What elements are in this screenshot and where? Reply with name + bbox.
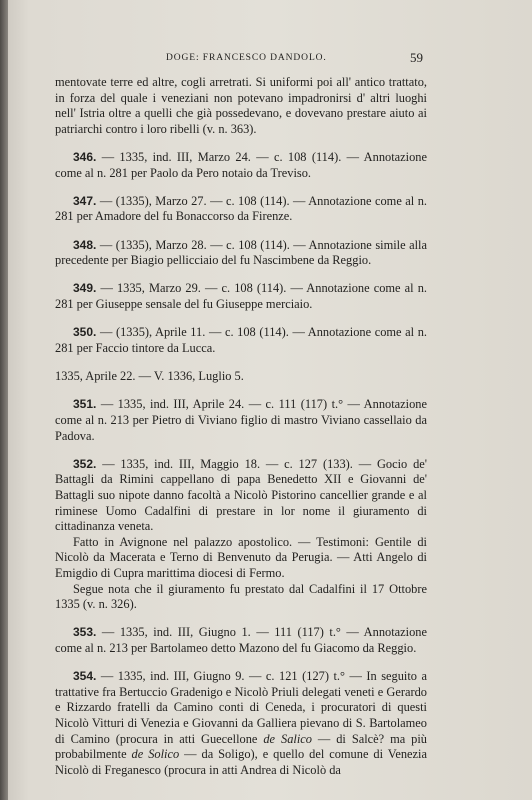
running-head: DOGE: FRANCESCO DANDOLO. (166, 53, 327, 63)
entry-text: — 1335, ind. III, Maggio 18. — c. 127 (133). — Gocio de' Battagli da Rimini cappellano di papa Benedetto XII e Giovanni de' Battagli suo nipote danno facoltà a Nicolò Pistorino cancellier grande e al riminese Uomo Cadalfini di prestare in lor nome il giuramento di cittadinanza veneta. (55, 456, 427, 534)
paragraph: Segue nota che il giuramento fu prestato dal Cadalfini il 17 Ottobre 1335 (v. n. 326). (55, 581, 427, 612)
entry-number: 350. (73, 325, 97, 340)
register-entry (55, 625, 427, 656)
register-entry (55, 669, 427, 778)
entry-text: — da Soligo), e quello del comune di Venezia Nicolò di Freganesco (procura in atti Andrea di Nicolò da (55, 747, 428, 777)
body-text (55, 75, 427, 778)
entry-number: 352. (73, 456, 97, 471)
entry-text: — 1335, ind. III, Giugno 9. — c. 121 (127) t.° — In seguito a trattative fra Bertuccio Gradenigo e Nicolò Priuli delegati veneti e Gerardo e Rizzardo fratelli da Camino conti di Ceneda, i procuratori di questi Nicolò Vitturi di Venezia e Giovanni da Galliera pievano di S. Bartolameo di Camino (procura in atti Guecellone (55, 669, 427, 746)
entry-text: — (1335), Marzo 27. — c. 108 (114). — Annotazione come al n. 281 per Amadore del fu Bonaccorso da Firenze. (55, 193, 427, 224)
entry-text: — 1335, ind. III, Aprile 24. — c. 111 (117) t.° — Annotazione come al n. 213 per Pietro di Viviano figlio di mastro Viviano cassellaio da Padova. (55, 397, 427, 443)
paragraph: mentovate terre ed altre, cogli arretrati. Si uniformi poi all' antico trattato, in forza del quale i veneziani non potevano impadronirsi d' altri luoghi nell' Istria oltre a quelli che già possedevano, e dovevano prestare aiuto ai patriarchi contro i loro ribelli (v. n. 363). (55, 75, 427, 136)
register-entry (55, 457, 427, 535)
entry-text: — (1335), Marzo 28. — c. 108 (114). — Annotazione simile alla precedente per Biagio pellicciaio del fu Nascimbene da Reggio. (55, 237, 427, 268)
paragraph: Fatto in Avignone nel palazzo apostolico. — Testimoni: Gentile di Nicolò da Macerata e Terno di Benvenuto da Perugia. — Atti Angelo di Emigdio di Cupra marittima diocesi di Fermo. (55, 534, 427, 580)
entry-text: — 1335, Marzo 29. — c. 108 (114). — Annotazione come al n. 281 per Giuseppe sensale del fu Giuseppe merciaio. (55, 281, 427, 311)
italic-term: de Solico (131, 747, 180, 762)
entry-text: — 1335, ind. III, Marzo 24. — c. 108 (114). — Annotazione come al n. 281 per Paolo da Pero notaio da Treviso. (55, 149, 427, 180)
page-number: 59 (410, 50, 423, 65)
date-reference: 1335, Aprile 22. — V. 1336, Luglio 5. (55, 369, 244, 384)
register-entry (55, 397, 427, 444)
entry-number: 349. (73, 281, 97, 296)
entry-number: 354. (73, 669, 97, 684)
register-entry (55, 150, 427, 181)
book-gutter (0, 0, 8, 800)
register-entry (55, 281, 427, 312)
entry-text: — di Salcè? ma più probabilmente (55, 731, 427, 762)
entry-number: 347. (73, 193, 97, 208)
entry-number: 346. (73, 149, 97, 164)
entry-number: 353. (73, 625, 97, 640)
document-page (8, 0, 532, 800)
entry-text: — (1335), Aprile 11. — c. 108 (114). — Annotazione come al n. 281 per Faccio tintore da Lucca. (55, 325, 427, 355)
entry-number: 351. (73, 397, 97, 412)
entry-text: — 1335, ind. III, Giugno 1. — 111 (117) t.° — Annotazione come al n. 213 per Bartolameo detto Mazono del fu Giacomo da Reggio. (55, 625, 427, 655)
register-entry (55, 194, 427, 225)
register-entry (55, 238, 427, 269)
entry-number: 348. (73, 237, 97, 252)
italic-term: de Salico (263, 731, 312, 746)
page-header (8, 50, 532, 69)
register-entry (55, 325, 427, 356)
